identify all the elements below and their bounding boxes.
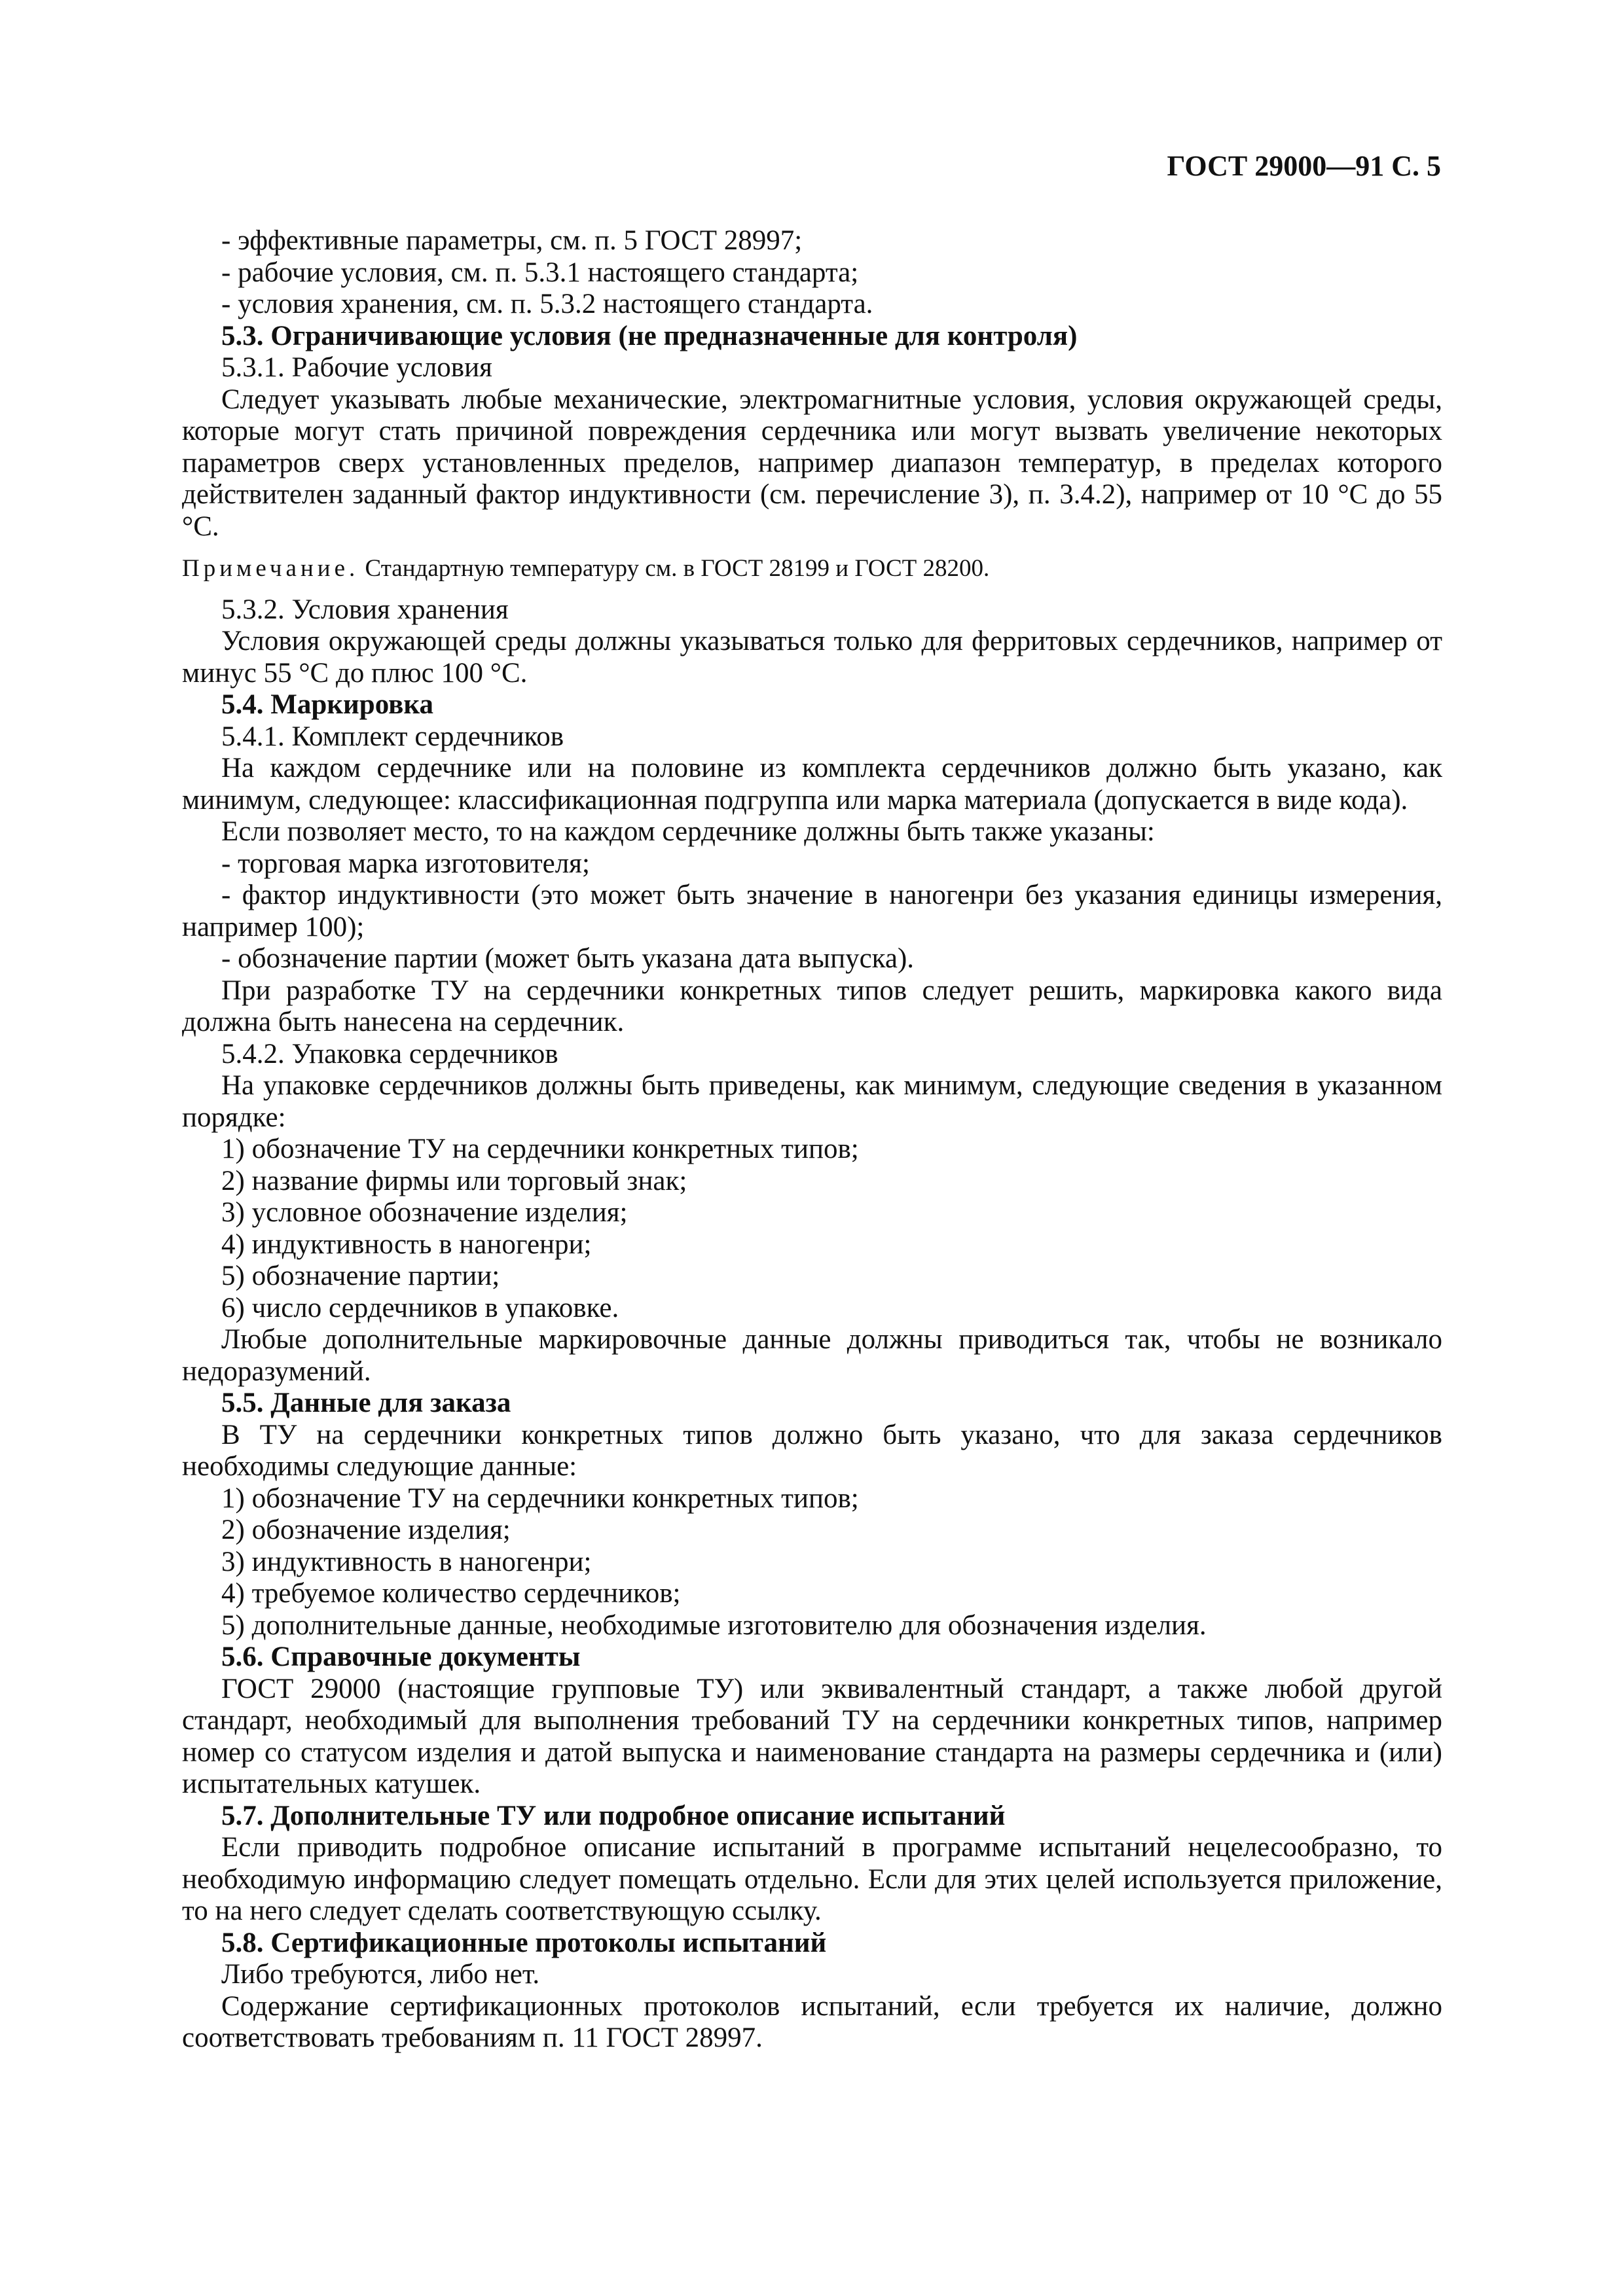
- list-item: 2) обозначение изделия;: [221, 1515, 511, 1545]
- list-item: 1) обозначение ТУ на сердечники конкретных типов;: [221, 1134, 859, 1164]
- paragraph: Если приводить подробное описание испытаний в программе испытаний нецелесообразно, то необходимую информацию следует помещать отдельно. Если для этих целей используется приложение, то на него следует сделать соответствующую ссылку.: [182, 1832, 1442, 1926]
- list-item: 6) число сердечников в упаковке.: [221, 1292, 619, 1323]
- paragraph: Следует указывать любые механические, электромагнитные условия, условия окружающей среды, которые могут стать причиной повреждения сердечника или могут вызвать увеличение некоторых параметров сверх установленных пределов, например диапазон температур, в пределах которого действителен заданный фактор индуктивности (см. перечисление 3), п. 3.4.2), например от 10 °С до 55 °С.: [182, 384, 1442, 542]
- paragraph: Либо требуются, либо нет.: [221, 1959, 540, 1990]
- list-item: - фактор индуктивности (это может быть значение в наногенри без указания единицы измерения, например 100);: [182, 880, 1442, 942]
- section-heading-5-8: 5.8. Сертификационные протоколы испытаний: [221, 1927, 827, 1958]
- paragraph: Если позволяет место, то на каждом сердечнике должны быть также указаны:: [221, 816, 1155, 847]
- list-item: - обозначение партии (может быть указана дата выпуска).: [221, 943, 915, 974]
- section-heading-5-4: 5.4. Маркировка: [221, 689, 433, 720]
- list-item: 5) дополнительные данные, необходимые изготовителю для обозначения изделия.: [221, 1609, 1207, 1641]
- body-text: [182, 225, 1442, 2054]
- paragraph: ГОСТ 29000 (настоящие групповые ТУ) или эквивалентный стандарт, а также любой другой стандарт, необходимый для выполнения требований ТУ на сердечники конкретных типов, например номер со статусом изделия и датой выпуска и наименование стандарта на размеры сердечника и (или) испытательных катушек.: [182, 1673, 1442, 1799]
- subsection-title-5-4-1: 5.4.1. Комплект сердечников: [221, 721, 564, 752]
- note: [182, 553, 1442, 585]
- paragraph: На каждом сердечнике или на половине из комплекта сердечников должно быть указано, как минимум, следующее: классификационная подгруппа или марка материала (допускается в виде кода).: [182, 753, 1442, 816]
- subsection-title-5-3-2: 5.3.2. Условия хранения: [221, 594, 509, 625]
- note-text: Стандартную температуру см. в ГОСТ 28199 и ГОСТ 28200.: [365, 555, 990, 582]
- paragraph: При разработке ТУ на сердечники конкретных типов следует решить, маркировка какого вида должна быть нанесена на сердечник.: [182, 975, 1442, 1037]
- paragraph: В ТУ на сердечники конкретных типов должно быть указано, что для заказа сердечников необходимы следующие данные:: [182, 1419, 1442, 1482]
- section-heading-5-6: 5.6. Справочные документы: [221, 1641, 581, 1672]
- list-item: 1) обозначение ТУ на сердечники конкретных типов;: [221, 1482, 859, 1514]
- list-item: 4) индуктивность в наногенри;: [221, 1229, 592, 1260]
- paragraph: Любые дополнительные маркировочные данные должны приводиться так, чтобы не возникало недоразумений.: [182, 1324, 1442, 1387]
- list-item: 2) название фирмы или торговый знак;: [221, 1165, 687, 1196]
- list-item: 5) обозначение партии;: [221, 1261, 500, 1291]
- subsection-title-5-4-2: 5.4.2. Упаковка сердечников: [221, 1038, 558, 1069]
- list-item: 3) условное обозначение изделия;: [221, 1197, 628, 1228]
- page-header: ГОСТ 29000—91 С. 5: [1167, 150, 1441, 182]
- section-heading-5-3: 5.3. Ограничивающие условия (не предназначенные для контроля): [221, 320, 1078, 351]
- list-item: 3) индуктивность в наногенри;: [221, 1546, 592, 1577]
- list-item: - торговая марка изготовителя;: [221, 848, 590, 879]
- paragraph: На упаковке сердечников должны быть приведены, как минимум, следующие сведения в указанном порядке:: [182, 1070, 1442, 1133]
- subsection-title-5-3-1: 5.3.1. Рабочие условия: [221, 352, 492, 383]
- section-heading-5-5: 5.5. Данные для заказа: [221, 1388, 511, 1418]
- list-item: - условия хранения, см. п. 5.3.2 настоящего стандарта.: [221, 289, 873, 319]
- section-heading-5-7: 5.7. Дополнительные ТУ или подробное описание испытаний: [221, 1800, 1006, 1831]
- paragraph: Содержание сертификационных протоколов испытаний, если требуется их наличие, должно соответствовать требованиям п. 11 ГОСТ 28997.: [182, 1990, 1442, 2053]
- list-item: - рабочие условия, см. п. 5.3.1 настоящего стандарта;: [221, 257, 859, 288]
- list-item: 4) требуемое количество сердечников;: [221, 1578, 681, 1609]
- list-item: - эффективные параметры, см. п. 5 ГОСТ 28997;: [221, 225, 803, 256]
- note-label: Примечание.: [182, 555, 359, 582]
- paragraph: Условия окружающей среды должны указываться только для ферритовых сердечников, например от минус 55 °С до плюс 100 °С.: [182, 626, 1442, 689]
